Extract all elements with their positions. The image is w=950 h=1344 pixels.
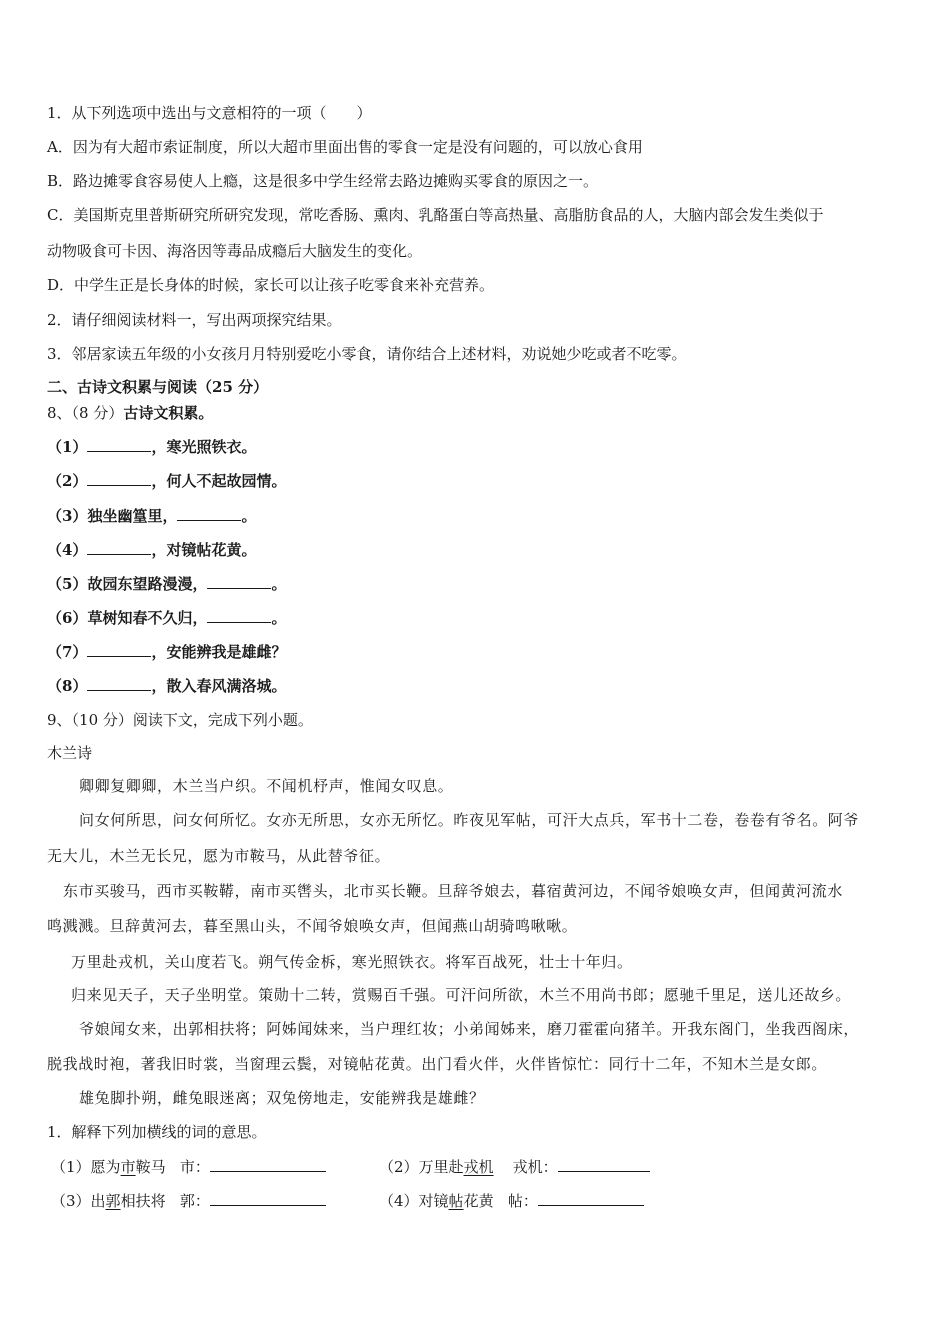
fill-line-4: （4） ，对镜帖花黄。 [47, 541, 257, 559]
answer-blank[interactable] [558, 1157, 650, 1172]
underlined-word: 戎机 [463, 1158, 494, 1176]
fill-line-3: （3）独坐幽篁里， 。 [47, 507, 257, 525]
fill-line-2: （2） ，何人不起故园情。 [47, 472, 287, 490]
fill-line-8: （8） ，散入春风满洛城。 [47, 677, 287, 695]
question-9: 9、（10 分）阅读下文，完成下列小题。 [47, 711, 313, 729]
fill-blank[interactable] [87, 642, 151, 657]
explain-item-3: （3）出郭相扶将 郭： [51, 1191, 326, 1211]
explain-item-2: （2）万里赴戎机 戎机： [379, 1157, 650, 1177]
sub-question-1: 1．解释下列加横线的词的意思。 [47, 1123, 267, 1141]
poem-line: 万里赴戎机，关山度若飞。朔气传金柝，寒光照铁衣。将军百战死，壮士十年归。 [71, 953, 633, 971]
question-3: 3．邻居家读五年级的小女孩月月特别爱吃小零食，请你结合上述材料，劝说她少吃或者不吃零。 [47, 345, 687, 363]
underlined-word: 帖 [448, 1192, 464, 1210]
answer-blank[interactable] [210, 1157, 326, 1172]
fill-line-5: （5）故园东望路漫漫， 。 [47, 575, 287, 593]
poem-title: 木兰诗 [47, 744, 93, 762]
question-2: 2．请仔细阅读材料一，写出两项探究结果。 [47, 311, 342, 329]
explain-item-1: （1）愿为市鞍马 市： [51, 1157, 326, 1177]
fill-blank[interactable] [177, 506, 241, 521]
option-d: D．中学生正是长身体的时候，家长可以让孩子吃零食来补充营养。 [47, 276, 495, 294]
fill-line-6: （6）草树知春不久归， 。 [47, 609, 287, 627]
fill-blank[interactable] [87, 437, 151, 452]
section-heading: 二、古诗文积累与阅读（25 分） [47, 378, 269, 396]
poem-line: 无大儿，木兰无长兄，愿为市鞍马，从此替爷征。 [47, 847, 391, 865]
fill-line-7: （7） ，安能辨我是雄雌？ [47, 643, 287, 661]
question-1: 1．从下列选项中选出与文意相符的一项（ ） [47, 104, 372, 122]
poem-line: 脱我战时袍，著我旧时裳，当窗理云鬓，对镜帖花黄。出门看火伴，火伴皆惊忙：同行十二年，不知木兰是女郎。 [47, 1055, 828, 1073]
poem-line: 东市买骏马，西市买鞍鞯，南市买辔头，北市买长鞭。旦辞爷娘去，暮宿黄河边，不闻爷娘唤女声，但闻黄河流水 [63, 882, 844, 900]
fill-blank[interactable] [207, 608, 271, 623]
question-8-number: 8、（8 分） [47, 404, 124, 422]
poem-line: 卿卿复卿卿，木兰当户织。不闻机杼声，惟闻女叹息。 [79, 777, 454, 795]
fill-blank[interactable] [87, 676, 151, 691]
explain-item-4: （4）对镜帖花黄 帖： [379, 1191, 644, 1211]
answer-blank[interactable] [538, 1191, 644, 1206]
underlined-word: 市 [120, 1158, 136, 1176]
poem-line: 爷娘闻女来，出郭相扶将；阿姊闻妹来，当户理红妆；小弟闻姊来，磨刀霍霍向猪羊。开我东阁门，坐我西阁床， [79, 1020, 860, 1038]
fill-blank[interactable] [207, 574, 271, 589]
question-8-title: 古诗文积累。 [123, 404, 214, 422]
option-b: B．路边摊零食容易使人上瘾，这是很多中学生经常去路边摊购买零食的原因之一。 [47, 172, 599, 190]
option-c-cont: 动物吸食可卡因、海洛因等毒品成瘾后大脑发生的变化。 [47, 242, 423, 260]
answer-blank[interactable] [210, 1191, 326, 1206]
fill-line-1: （1） ，寒光照铁衣。 [47, 438, 257, 456]
poem-line: 问女何所思，问女何所忆。女亦无所思，女亦无所忆。昨夜见军帖，可汗大点兵，军书十二卷，卷卷有爷名。阿爷 [79, 811, 860, 829]
option-c: C．美国斯克里普斯研究所研究发现，常吃香肠、熏肉、乳酪蛋白等高热量、高脂肪食品的人，大脑内部会发生类似于 [47, 206, 824, 224]
poem-line: 鸣溅溅。旦辞黄河去，暮至黑山头，不闻爷娘唤女声，但闻燕山胡骑鸣啾啾。 [47, 917, 578, 935]
question-8 [47, 403, 213, 423]
poem-line: 雄兔脚扑朔，雌兔眼迷离；双兔傍地走，安能辨我是雄雌？ [79, 1089, 485, 1107]
fill-blank[interactable] [87, 540, 151, 555]
poem-line: 归来见天子，天子坐明堂。策勋十二转，赏赐百千强。可汗问所欲，木兰不用尚书郎；愿驰千里足，送儿还故乡。 [71, 986, 852, 1004]
option-a: A．因为有大超市索证制度，所以大超市里面出售的零食一定是没有问题的，可以放心食用 [47, 138, 643, 156]
fill-blank[interactable] [87, 471, 151, 486]
underlined-word: 郭 [105, 1192, 121, 1210]
